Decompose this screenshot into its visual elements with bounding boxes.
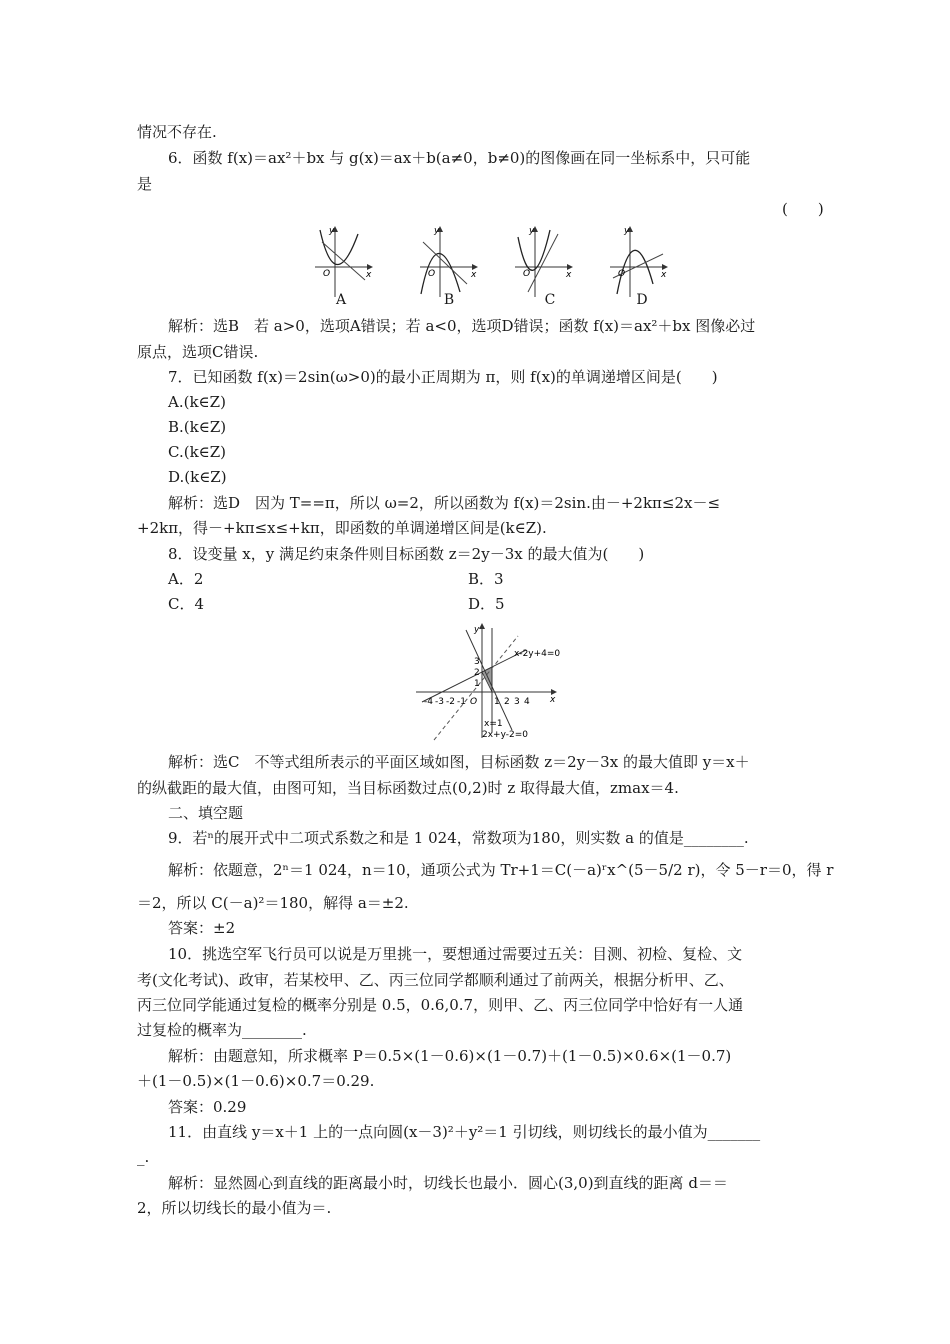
q10-stem-line3: 丙三位同学能通过复检的概率分别是 0.5，0.6,0.7，则甲、乙、丙三位同学中恰好有一人通 (137, 996, 744, 1014)
q8-tick-x-3: 3 (514, 697, 520, 707)
q7-option-b: B.(k∈Z) (168, 418, 227, 436)
q10-answer: 答案：0.29 (168, 1098, 247, 1116)
q8-label-x-2y+4: x-2y+4=0 (514, 649, 561, 659)
q8-tick-y-1: 1 (474, 679, 480, 689)
q10-stem-line1: 10．挑选空军飞行员可以说是万里挑一，要想通过需要过五关：目测、初检、复检、文 (168, 945, 743, 963)
q8-solution-line1: 解析：选C 不等式组所表示的平面区域如图，目标函数 z＝2y－3x 的最大值即 y＝x＋ (168, 753, 750, 771)
q11-stem-line2: _. (137, 1148, 150, 1166)
q7-option-c: C.(k∈Z) (168, 443, 227, 461)
q6-b-origin: O (428, 269, 436, 279)
q8-tick-x-4: 4 (524, 697, 530, 707)
q9-solution-line1: 解析：依题意，2ⁿ＝1 024，n＝10，通项公式为 Tr+1＝C(－a)ʳx^(5－5/2 r)，令 5－r＝0，得 r (168, 861, 834, 879)
q8-solution-line2: 的纵截距的最大值，由图可知，当目标函数过点(0,2)时 z 取得最大值，zmax＝4. (137, 779, 679, 797)
q6-figure (310, 222, 680, 312)
q6-b-y-label: y (434, 226, 440, 236)
q7-option-d: D.(k∈Z) (168, 468, 227, 486)
section-heading-fill-in: 二、填空题 (168, 804, 244, 822)
q8-line-2x+y-2 (466, 630, 512, 730)
q9-answer: 答案：±2 (168, 919, 236, 937)
q6-a-x-label: x (366, 270, 372, 280)
q6-option-label-d: D (636, 292, 648, 308)
text-line-continuation: 情况不存在. (137, 123, 217, 141)
q6-d-y-label: y (624, 226, 630, 236)
q6-solution-line1: 解析：选B 若 a>0，选项A错误；若 a<0，选项D错误；函数 f(x)＝ax²＋bx 图像必过 (168, 317, 756, 335)
q8-figure (414, 620, 564, 742)
q6-d-x-label: x (661, 270, 667, 280)
q6-c-x-label: x (566, 270, 572, 280)
q6-b-x-label: x (471, 270, 477, 280)
q6-c-origin: O (523, 269, 531, 279)
q11-solution-line1: 解析：显然圆心到直线的距离最小时，切线长也最小．圆心(3,0)到直线的距离 d＝＝ (168, 1174, 728, 1192)
q8-tick-x--2: -2 (446, 697, 455, 707)
q7-stem: 7．已知函数 f(x)＝2sin(ω>0)的最小正周期为 π，则 f(x)的单调递增区间是( ) (168, 368, 718, 386)
q7-solution-line2: +2kπ，得－+kπ≤x≤+kπ，即函数的单调递增区间是(k∈Z). (137, 519, 547, 537)
q6-a-origin: O (323, 269, 331, 279)
q7-solution-line1: 解析：选D 因为 T==π，所以 ω=2，所以函数为 f(x)＝2sin.由－+2kπ≤2x－≤ (168, 494, 721, 512)
q8-tick-x-2: 2 (504, 697, 510, 707)
q8-tick-y-2: 2 (474, 668, 480, 678)
q8-label-2x+y-2: 2x+y-2=0 (482, 730, 529, 740)
q6-a-y-label: y (329, 226, 335, 236)
q7-option-a: A.(k∈Z) (168, 393, 226, 411)
q8-tick-x--1: -1 (457, 697, 466, 707)
q8-origin: O (470, 697, 478, 707)
q6-c-y-label: y (529, 226, 535, 236)
q8-tick-x-1: 1 (494, 697, 500, 707)
q6-option-label-b: B (443, 292, 455, 308)
q6-answer-bracket: ( ) (782, 200, 824, 218)
q11-solution-line2: 2，所以切线长的最小值为＝. (137, 1199, 332, 1217)
q8-option-d: D．5 (468, 595, 505, 613)
q6-stem-line2: 是 (137, 175, 153, 193)
q9-solution-line2: ＝2，所以 C(－a)²＝180，解得 a＝±2. (137, 894, 409, 912)
q8-x-label: x (550, 695, 556, 705)
q6-stem-line1: 6．函数 f(x)＝ax²＋bx 与 g(x)＝ax＋b(a≠0，b≠0)的图像画在同一坐标系中，只可能 (168, 149, 751, 167)
q9-stem: 9．若ⁿ的展开式中二项式系数之和是 1 024，常数项为180，则实数 a 的值是________. (168, 829, 749, 847)
q10-solution-line2: ＋(1－0.5)×(1－0.6)×0.7＝0.29. (137, 1072, 375, 1090)
q8-option-a: A．2 (168, 570, 204, 588)
q8-label-x=1: x=1 (484, 719, 503, 729)
q6-graph-c (515, 226, 572, 297)
q6-option-label-a: A (335, 292, 347, 308)
q8-tick-x--3: -3 (435, 697, 444, 707)
q8-tick-y-3: 3 (474, 657, 480, 667)
q6-graph-b (420, 226, 477, 297)
q6-d-origin: O (618, 269, 626, 279)
q8-option-c: C．4 (168, 595, 205, 613)
q10-stem-line4: 过复检的概率为________. (137, 1021, 307, 1039)
q6-solution-line2: 原点，选项C错误. (137, 343, 259, 361)
q10-stem-line2: 考(文化考试)、政审，若某校甲、乙、丙三位同学都顺利通过了前两关，根据分析甲、乙、 (137, 971, 734, 989)
q6-graph-a (315, 226, 372, 297)
q6-option-label-c: C (544, 292, 556, 308)
q6-graph-d (610, 226, 667, 297)
q8-option-b: B．3 (468, 570, 504, 588)
q8-tick-x--4: -4 (424, 697, 433, 707)
q11-stem-line1: 11．由直线 y＝x＋1 上的一点向圆(x－3)²＋y²＝1 引切线，则切线长的最小值为_______ (168, 1123, 761, 1141)
q10-solution-line1: 解析：由题意知，所求概率 P＝0.5×(1－0.6)×(1－0.7)＋(1－0.5)×0.6×(1－0.7) (168, 1047, 732, 1065)
q8-stem: 8．设变量 x，y 满足约束条件则目标函数 z＝2y－3x 的最大值为( ) (168, 545, 645, 563)
q8-y-label: y (474, 625, 480, 635)
